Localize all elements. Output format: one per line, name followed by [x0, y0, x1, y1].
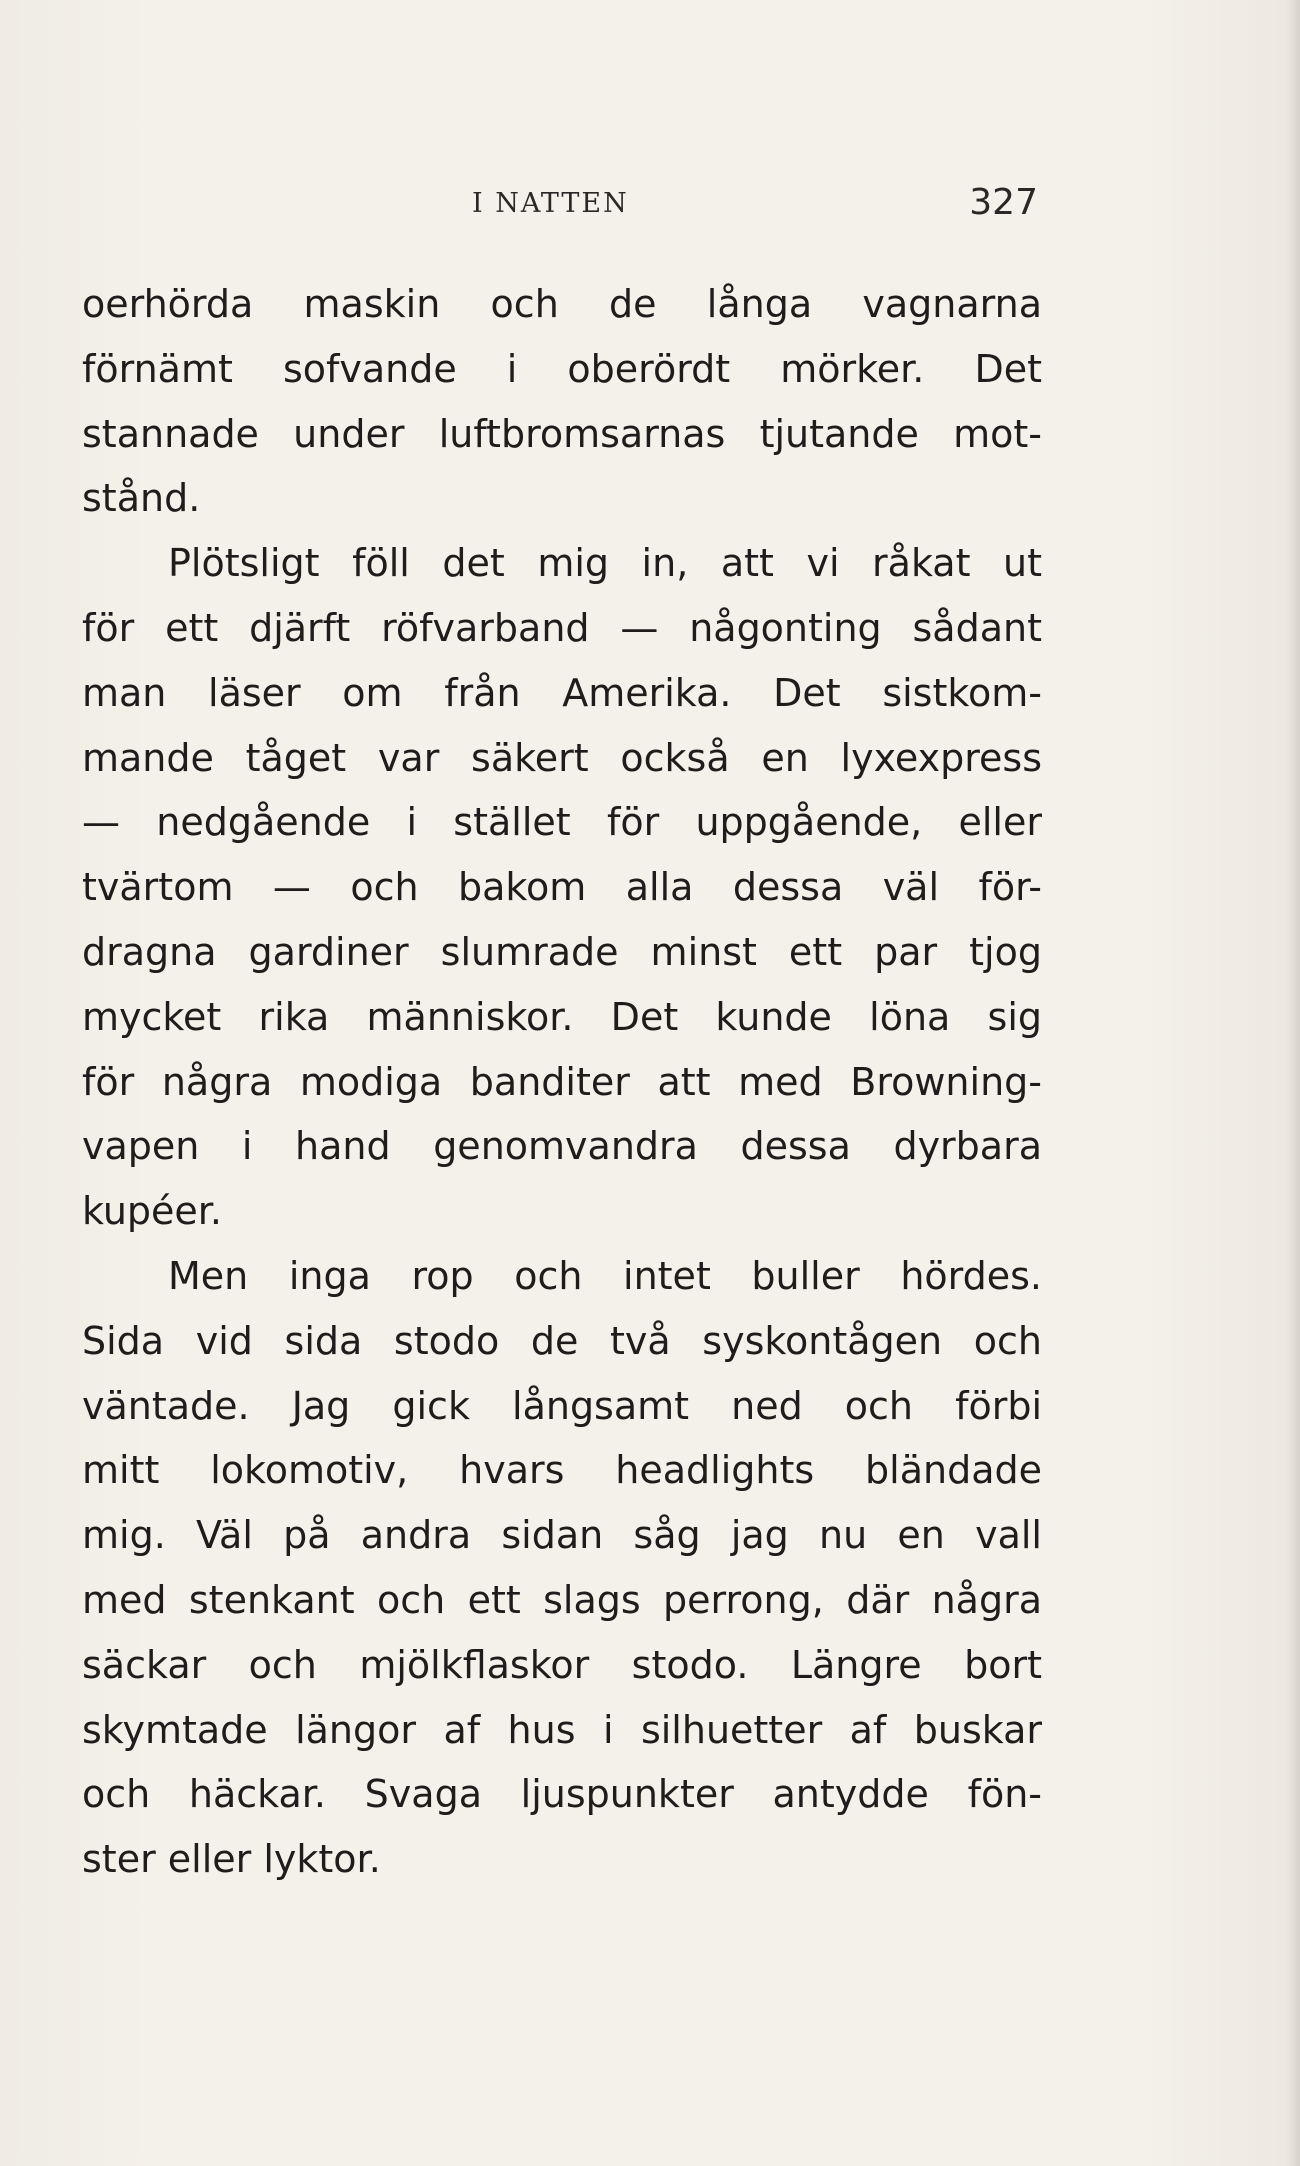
text-line: säckar och mjölkflaskor stodo. Längre bort [82, 1642, 1042, 1687]
text-line: kupéer. [82, 1189, 223, 1234]
text-line: tvärtom — och bakom alla dessa väl för- [82, 865, 1042, 910]
text-line: mitt lokomotiv, hvars headlights bländade [82, 1448, 1042, 1493]
text-line: ster eller lyktor. [82, 1837, 381, 1882]
page-number: 327 [969, 182, 1038, 223]
body-text [82, 272, 1042, 1892]
text-line: stannade under luftbromsarnas tjutande mot- [82, 411, 1042, 456]
page-header [0, 178, 1300, 238]
text-line: dragna gardiner slumrade minst ett par tjog [82, 929, 1042, 974]
text-line: oerhörda maskin och de långa vagnarna [82, 282, 1042, 326]
text-line: Plötsligt föll det mig in, att vi råkat ut [168, 541, 1042, 586]
text-line: Sida vid sida stodo de två syskontågen och [82, 1318, 1042, 1363]
text-line: för några modiga banditer att med Browning- [82, 1059, 1042, 1104]
running-title: I NATTEN [472, 188, 629, 219]
text-line: — nedgående i stället för uppgående, eller [82, 800, 1042, 845]
text-line: väntade. Jag gick långsamt ned och förbi [82, 1383, 1042, 1428]
text-line: man läser om från Amerika. Det sistkom- [82, 670, 1042, 715]
text-line: skymtade längor af hus i silhuetter af buskar [82, 1707, 1042, 1752]
text-line: vapen i hand genomvandra dessa dyrbara [82, 1124, 1042, 1169]
text-line: och häckar. Svaga ljuspunkter antydde fön- [82, 1772, 1042, 1817]
text-line: mig. Väl på andra sidan såg jag nu en vall [82, 1513, 1042, 1558]
text-line: med stenkant och ett slags perrong, där några [82, 1577, 1042, 1622]
text-line: stånd. [82, 476, 201, 521]
text-line: för ett djärft röfvarband — någonting sådant [82, 605, 1042, 650]
page-edge-shadow [1286, 0, 1300, 2166]
text-line: Men inga rop och intet buller hördes. [168, 1253, 1042, 1298]
text-line: förnämt sofvande i oberördt mörker. Det [82, 346, 1042, 391]
text-line: mycket rika människor. Det kunde löna sig [82, 994, 1042, 1039]
text-line: mande tåget var säkert också en lyxexpress [82, 735, 1042, 780]
